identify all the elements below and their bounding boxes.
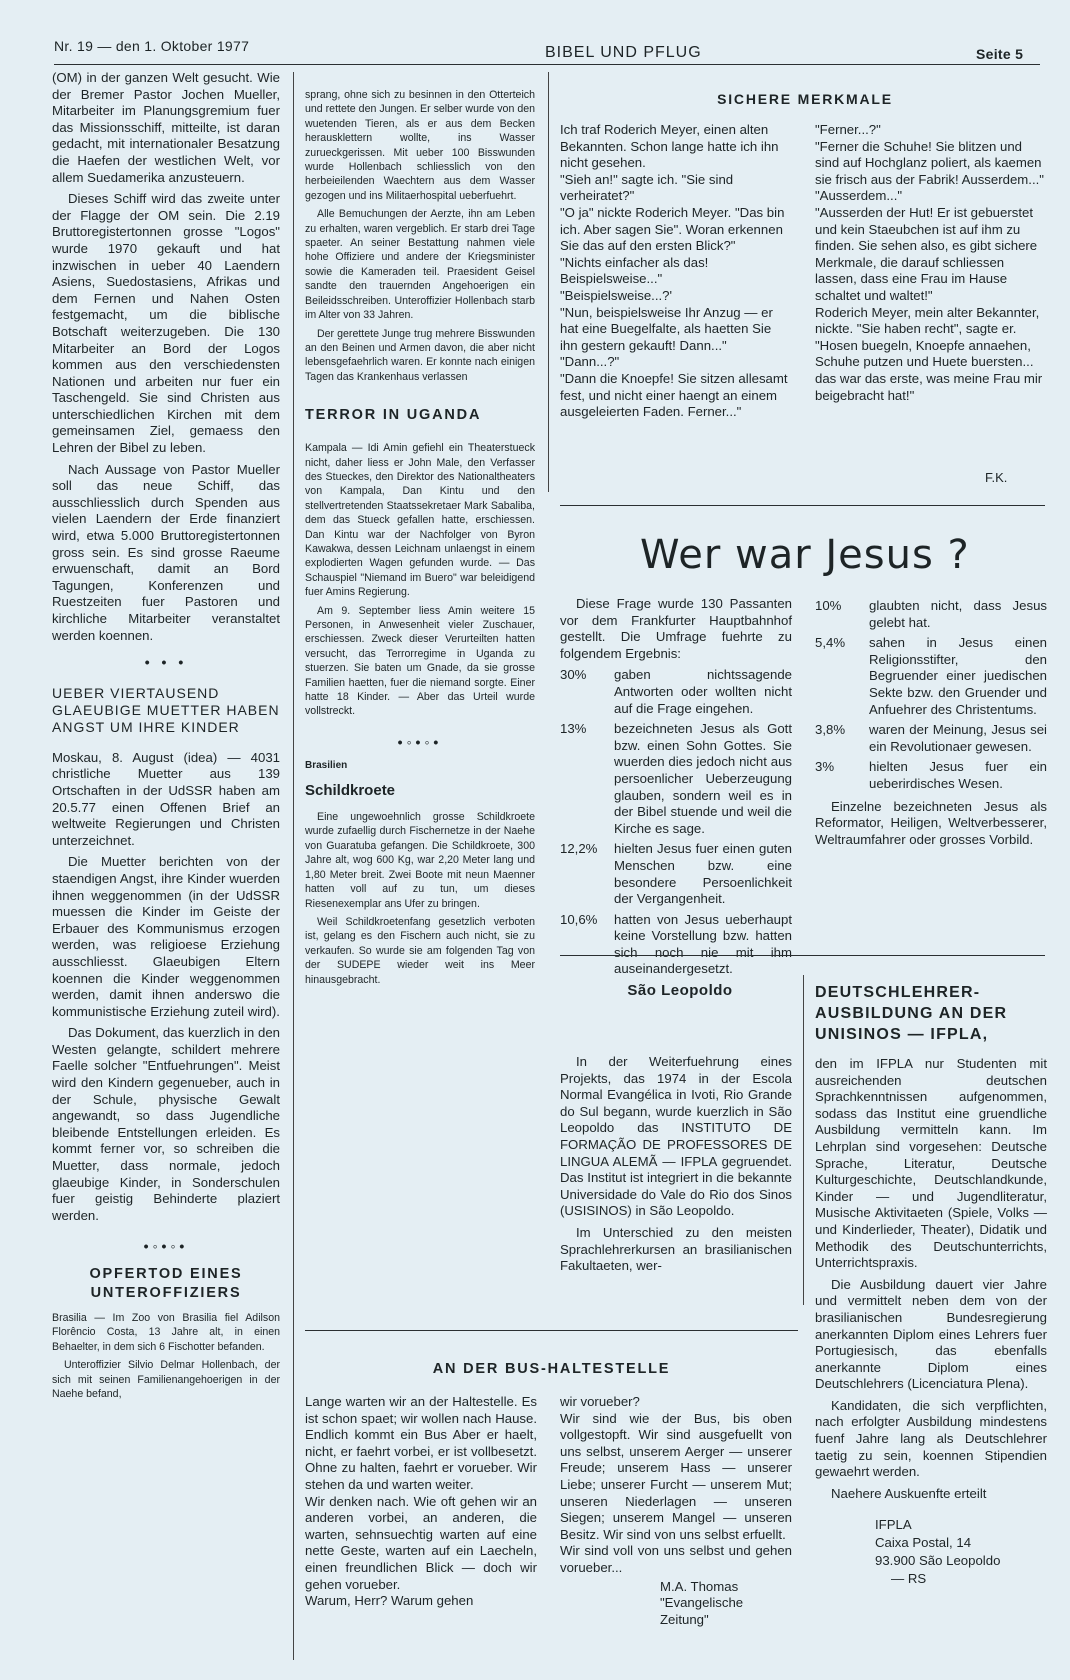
muetter-paragraph-2: Die Muetter berichten von der staendigen Angst, ihre Kinder wuerden ihnen weggenommen (in der UdSSR muessen die Kinder im Geiste der Erbauer des Kommunismus erzogen werden, was religioese Erziehung ausschliesst. Glaeubigen Eltern koennen die Kinder weggenommen werden, damit ihnen anderswo die kommunistische Erziehung zuteil wird). <box>52 854 280 1019</box>
ifpla-column <box>815 1056 1047 1588</box>
rule-bus-top <box>305 1330 798 1331</box>
survey-row <box>815 759 1047 792</box>
survey-percent: 3% <box>815 759 835 775</box>
om-paragraph-1: (OM) in der ganzen Welt gesucht. Wie der Bremer Pastor Jochen Mueller, Mitarbeiter im Planungsgremium fuer das Missionsschiff, mitteilte, ist daran gedacht, mit internationaler Besatzung die Haefen der westlichen Welt, vor allem Suedamerika anzusteuern. <box>52 70 280 185</box>
survey-answer: sahen in Jesus einen Religionsstifter, den Begruender einer juedischen Sekte bzw. den Gruender und Anfuehrer des Christentums. <box>869 635 1047 717</box>
survey-percent: 30% <box>560 667 587 683</box>
muetter-paragraph-3: Das Dokument, das kuerzlich in den Westen gelangte, schildert mehrere Faelle solcher "Entfuehrungen". Meist wird den Kindern gegenueber, auch in der Schule, physische Gewalt angewandt, so dass Jugendliche bleibende Entstellungen erleiden. Es kommt ferner vor, so schreiben die Muetter, dass normale, jedoch glaeubige Kinder, in Sonderschulen fuer geistig Behinderte plaziert werden. <box>52 1025 280 1223</box>
headline-schildkroete: Schildkroete <box>305 781 396 799</box>
address-line-4: — RS <box>891 1571 927 1587</box>
jesus-left <box>560 596 792 982</box>
survey-answer: bezeichneten Jesus als Gott bzw. einen Sohn Gottes. Sie wuerden dies jedoch nicht aus persoenlicher Ueberzeugung glauben, sondern weil es in der Bibel stuende und weil die Kirche es sage. <box>614 721 792 836</box>
muetter-paragraph-1: Moskau, 8. August (idea) — 4031 christliche Muetter aus 139 Ortschaften in der UdSSR haben am 20.5.77 einen Offenen Brief an weltweite Regierungen und Christen unterzeichnet. <box>52 749 280 848</box>
om-paragraph-2: Dieses Schiff wird das zweite unter der Flagge der OM sein. Die 2.19 Bruttoregistertonnen grosse "Logos" wurde 1970 gekauft und hat inzwischen in ueber 40 Laendern Asiens, Suedostasiens, Afrikas und dem Fernen und Nahen Osten festgemacht, um die biblische Botschaft weiterzugeben. Die 130 Mitarbeiter an Bord der Logos kommen aus den verschiedensten Nationen und arbeiten nur fuer ein Taschengeld. Sie sind Christen aus unterschiedlichen Kirchen mit dem gemeinsamen Ziel, gemaess den Lehren der Bibel zu leben. <box>52 191 280 456</box>
survey-answer: waren der Meinung, Jesus sei ein Revolutionaer gewesen. <box>869 722 1047 754</box>
bus-signature <box>560 1579 792 1629</box>
survey-answer: gaben nichtssagende Antworten oder wollten nicht auf die Frage eingehen. <box>614 667 792 716</box>
bus-left: Lange warten wir an der Haltestelle. Es ist schon spaet; wir wollen nach Hause. Endlich kommt ein Bus Aber er haelt, nicht, er faehrt vorbei, er ist vollbesetzt. Ohne zu halten, faehrt er vorueber. Wir stehen da und warten weiter. Wir denken nach. Wie oft gehen wir an anderen vorbei, an anderen, die warten, sehnsuechtig warten auf eine nette Geste, warten auf ein Laecheln, einen freundlichen Blick — doch wir gehen vorueber. Warum, Herr? Warum gehen <box>305 1394 537 1609</box>
survey-answer: hielten Jesus fuer ein ueberirdisches Wesen. <box>869 759 1047 791</box>
separator-stars: • • • <box>144 654 188 671</box>
opfertod-paragraph-5: Der gerettete Junge trug mehrere Bisswunden an den Beinen und Armen davon, die aber nicht lebensgefaehrlich waren. Er konnte nach einigen Tagen das Krankenhaus verlassen <box>305 327 535 383</box>
survey-percent: 5,4% <box>815 635 846 651</box>
merkmale-right: "Ferner...?" "Ferner die Schuhe! Sie blitzen und sind auf Hochglanz poliert, als kaemen sie frisch aus der Fabrik! Ausserdem..." "Ausserdem..." "Ausserden der Hut! Er ist gebuerstet und kein Staeubchen ist auf ihm zu finden. Sie sehen also, es gibt sichere Merkmale, die darauf schliessen lassen, dass eine Frau im Hause schaltet und waltet!" Roderich Meyer, mein alter Bekannter, nickte. "Sie haben recht", sagte er. "Hosen buegeln, Knoepfe annaehen, Schuhe putzen und Huete buersten... das war das erste, was meine Frau mir beigebracht hat!" <box>815 122 1044 403</box>
headline-muetter: UEBER VIERTAUSEND GLAEUBIGE MUETTER HABEN ANGST UM IHRE KINDER <box>52 684 280 735</box>
headline-merkmale: SICHERE MERKMALE <box>717 91 893 107</box>
leopoldo-paragraph-1: In der Weiterfuehrung eines Projekts, das 1974 in der Escola Normal Evangélica in Ivoti, Rio Grande do Sul begann, wurde kuerzlich in São Leopoldo das INSTITUTO DE FORMAÇÃO DE PROFESSORES DE LINGUA ALEMÃ — IFPLA gegruendet. Das Institut ist integriert in die bekannte Universidade do Vale do Rio dos Sinos (USISINOS) in São Leopoldo. <box>560 1054 792 1219</box>
jesus-intro: Diese Frage wurde 130 Passanten vor dem Frankfurter Hauptbahnhof gestellt. Die Umfrage fuehrte zu folgendem Ergebnis: <box>560 596 792 661</box>
schildkroete-paragraph-1: Eine ungewoehnlich grosse Schildkroete wurde zufaellig durch Fischernetze in der Naehe von Guaratuba gefangen. Die Schildkroete, 300 Jahre alt, wog 600 Kg, war 2,20 Meter lang und 1,80 Meter breit. Zwei Boote mit neun Maenner hatten voll auf zu tun, um dieses Riesenexemplar ans Ufer zu bringen. <box>305 811 535 910</box>
om-paragraph-3: Nach Aussage von Pastor Mueller soll das neue Schiff, das ausschliesslich durch Spenden aus vielen Laendern der Erde finanziert wird, etwa 5.000 Bruttoregistertonnen gross sein. Es sind grosse Raeume erwuenschaft, damit an Bord Tagungen, Konferenzen und Ruestzeiten fuer Pastoren und kirchliche Mitarbeiter veranstaltet werden koennen. <box>52 461 280 643</box>
survey-row <box>815 635 1047 718</box>
merkmale-left: Ich traf Roderich Meyer, einen alten Bekannten. Schon lange hatte ich ihn nicht gesehen. "Sieh an!" sagte ich. "Sie sind verheiratet?" "O ja" nickte Roderich Meyer. "Das bin ich. Aber sagen Sie". Woran erkennen Sie das auf den ersten Blick?" "Nichts einfacher als das! Beispielsweise..." "Beispielsweise...?' "Nun, beispielsweise Ihr Anzug — er hat eine Buegelfalte, als haetten Sie ihn gestern gekauft! Dann..." "Dann...?" "Dann die Knoepfe! Sie sitzen allesamt fest, und nicht einer haengt an einem ausgeleierten Faden. Ferner..." <box>560 122 788 420</box>
kicker-brasilien: Brasilien <box>305 760 348 772</box>
opfertod-paragraph-3: sprang, ohne sich zu besinnen in den Otterteich und rettete den Jungen. Er selber wurde von den wuetenden Tieren, als er aus dem Becken herausklettern wollte, ins Wasser zurueckgerissen. Mit ueber 100 Bisswunden wurde Hollenbach schliesslich von den herbeieilenden Waechtern aus dem Wasser gezogen und ins Militaerhospital ueberfuehrt. <box>305 89 535 202</box>
issue-date: Nr. 19 — den 1. Oktober 1977 <box>54 38 250 54</box>
bus-right <box>560 1394 792 1628</box>
schildkroete-paragraph-2: Weil Schildkroetenfang gesetzlich verboten ist, gelang es den Fischern auch nicht, sie zu verkaufen. So wurde sie am folgenden Tag von der SUDEPE wieder weit ins Meer hinausgebracht. <box>305 915 535 986</box>
bus-author: M.A. Thomas <box>660 1578 739 1594</box>
survey-percent: 3,8% <box>815 722 846 738</box>
ifpla-paragraph-3: Kandidaten, die sich verpflichten, nach erfolgter Ausbildung mindestens fuenf Jahre lang als Deutschlehrer taetig zu sein, koennen Stipendien gewaehrt werden. <box>815 1397 1047 1480</box>
address-line-2: Caixa Postal, 14 <box>875 1535 972 1551</box>
survey-percent: 12,2% <box>560 841 598 857</box>
column-divider-1 <box>293 72 294 1660</box>
headline-opfertod: OPFERTOD EINES UNTEROFFIZIERS <box>89 1266 243 1301</box>
leopoldo-column <box>560 1054 792 1280</box>
uganda-paragraph-1: Kampala — Idi Amin gefiehl ein Theaterstueck nicht, daher liess er John Male, den Verfasser des Stueckes, den Direktor des Nationaltheaters von Kampala, Dan Kintu und den stellvertretenden Staatssekretaer Mark Sabaliba, dem das Stueck gefallen hatte, erschiessen. Dan Kintu war der Nachfolger von Byron Kawakwa, dessen Leichnam unlaengst in einem explodierten Wagen gefunden wurde. — Das Schauspiel "Niemand im Buero" war beleidigend fuer Amins Regierung. <box>305 442 535 599</box>
headline-jesus: Wer war Jesus ? <box>640 532 970 578</box>
survey-row <box>815 598 1047 631</box>
headline-ifpla: DEUTSCHLEHRER-AUSBILDUNG AN DER UNISINOS — IFPLA, <box>815 984 1008 1043</box>
column-divider-3 <box>803 975 804 1305</box>
opfertod-paragraph-2: Unteroffizier Silvio Delmar Hollenbach, der sich mit seinen Familienangehoerigen in der Naehe befand, <box>52 1359 280 1401</box>
rule-leopoldo-top <box>560 955 1045 956</box>
uganda-paragraph-2: Am 9. September liess Amin weitere 15 Personen, in Anwesenheit vieler Zuschauer, erschiessen. Zweck dieser Verurteilten hatten versucht, das Terrorregime in Uganda zu stuerzen. Sie baten um Gnade, da sie grosse Familien haetten, fuer die niemand sorgte. Einer hatte 18 Kinder. — Aber das Urteil wurde vollstreckt. <box>305 604 535 718</box>
column-divider-2 <box>548 72 549 492</box>
survey-percent: 10% <box>815 598 842 613</box>
opfertod-paragraph-1: Brasilia — Im Zoo von Brasilia fiel Adilson Florêncio Costa, 13 Jahre alt, in einen Behaelter, in dem sich 6 Fischotter befanden. <box>52 1312 280 1353</box>
survey-row <box>815 722 1047 755</box>
survey-row <box>560 912 792 978</box>
ifpla-paragraph-4: Naehere Auskuenfte erteilt <box>831 1485 987 1501</box>
address-line-3: 93.900 São Leopoldo <box>875 1553 1001 1569</box>
headline-bus: AN DER BUS-HALTESTELLE <box>432 1361 671 1377</box>
bus-source-2: Zeitung" <box>660 1611 709 1627</box>
survey-answer: hatten von Jesus ueberhaupt keine Vorstellung bzw. hatten sich noch nie mit ihm auseinandergesetzt. <box>614 911 792 977</box>
headline-leopoldo: São Leopoldo <box>627 982 733 999</box>
headline-uganda: TERROR IN UGANDA <box>305 407 482 424</box>
jesus-outro: Einzelne bezeichneten Jesus als Reformator, Heiligen, Weltverbesserer, Weltraumfahrer oder grosses Vorbild. <box>815 798 1047 847</box>
jesus-right <box>815 598 1047 853</box>
survey-row <box>560 721 792 837</box>
survey-row <box>560 667 792 717</box>
rule-jesus-top <box>560 505 1045 506</box>
bus-right-text: wir vorueber? Wir sind wie der Bus, bis oben vollgestopft. Wir sind ausgefuellt von uns selbst, unserem Aerger — unserer Freude; unserem Hass — unserer Liebe; unserer Furcht — unserem Mut; unseren Niederlagen — unseren Siegen; unserem Mangel — unseren Besitz. Wir sind von uns selbst erfuellt. Wir sind voll von uns selbst und gehen vorueber... <box>560 1394 792 1575</box>
survey-answer: hielten Jesus fuer einen guten Menschen bzw. eine besondere Persoenlichkeit der Vergangenheit. <box>614 841 792 907</box>
ifpla-paragraph-1: den im IFPLA nur Studenten mit ausreichenden deutschen Sprachkenntnissen aufgenommen, sodass das Institut eine gruendliche Ausbildung vermitteln kann. Im Lehrplan sind vorgesehen: Deutsche Sprache, Literatur, Deutsche Kulturgeschichte, Deutschlandkunde, Kinder — und Jugendliteratur, Musische Aktivitaeten (Spiele, Volks — und Kinderlieder, Theater), Didatik und Methodik des Deutschunterrichts, Unterrichtspraxis. <box>815 1056 1047 1271</box>
address-line-1: IFPLA <box>875 1517 912 1533</box>
separator-dots: •◦•◦• <box>143 1238 189 1255</box>
bus-source-1: "Evangelische <box>660 1595 744 1611</box>
opfertod-paragraph-4: Alle Bemuchungen der Aerzte, ihn am Leben zu erhalten, waren vergeblich. Er starb drei Tage spaeter. An seiner Bestattung nahmen viele hohe Offiziere und andere der Kriegsminister sowie die Kameraden teil. Praesident Geisel sandte den trauernden Angehoerigen ein Beileidsschreiben. Unteroffizier Hollenbach starb im Alter von 33 Jahren. <box>305 208 535 322</box>
leopoldo-paragraph-2: Im Unterschied zu den meisten Sprachlehrerkursen an brasilianischen Fakultaeten, wer- <box>560 1224 792 1274</box>
page-number: Seite 5 <box>976 46 1024 62</box>
survey-answer: glaubten nicht, dass Jesus gelebt hat. <box>869 598 1047 630</box>
ifpla-address <box>815 1516 1047 1588</box>
column-2 <box>305 88 535 991</box>
paper-title: BIBEL UND PFLUG <box>545 44 702 61</box>
survey-row <box>560 841 792 907</box>
header-rule <box>54 64 1040 65</box>
ifpla-paragraph-2: Die Ausbildung dauert vier Jahre und vermittelt neben dem von der brasilianischen Bundesregierung anerkannten Diplom eines Lehrers fuer Portugiesisch, das ebenfalls anerkannte Diplom eines Deutschlehrers (Licenciatura Plena). <box>815 1276 1047 1392</box>
merkmale-signature: F.K. <box>985 470 1008 485</box>
column-1 <box>52 70 280 1405</box>
survey-percent: 13% <box>560 721 587 737</box>
survey-percent: 10,6% <box>560 911 598 927</box>
separator-dots-2: •◦•◦• <box>397 733 443 750</box>
